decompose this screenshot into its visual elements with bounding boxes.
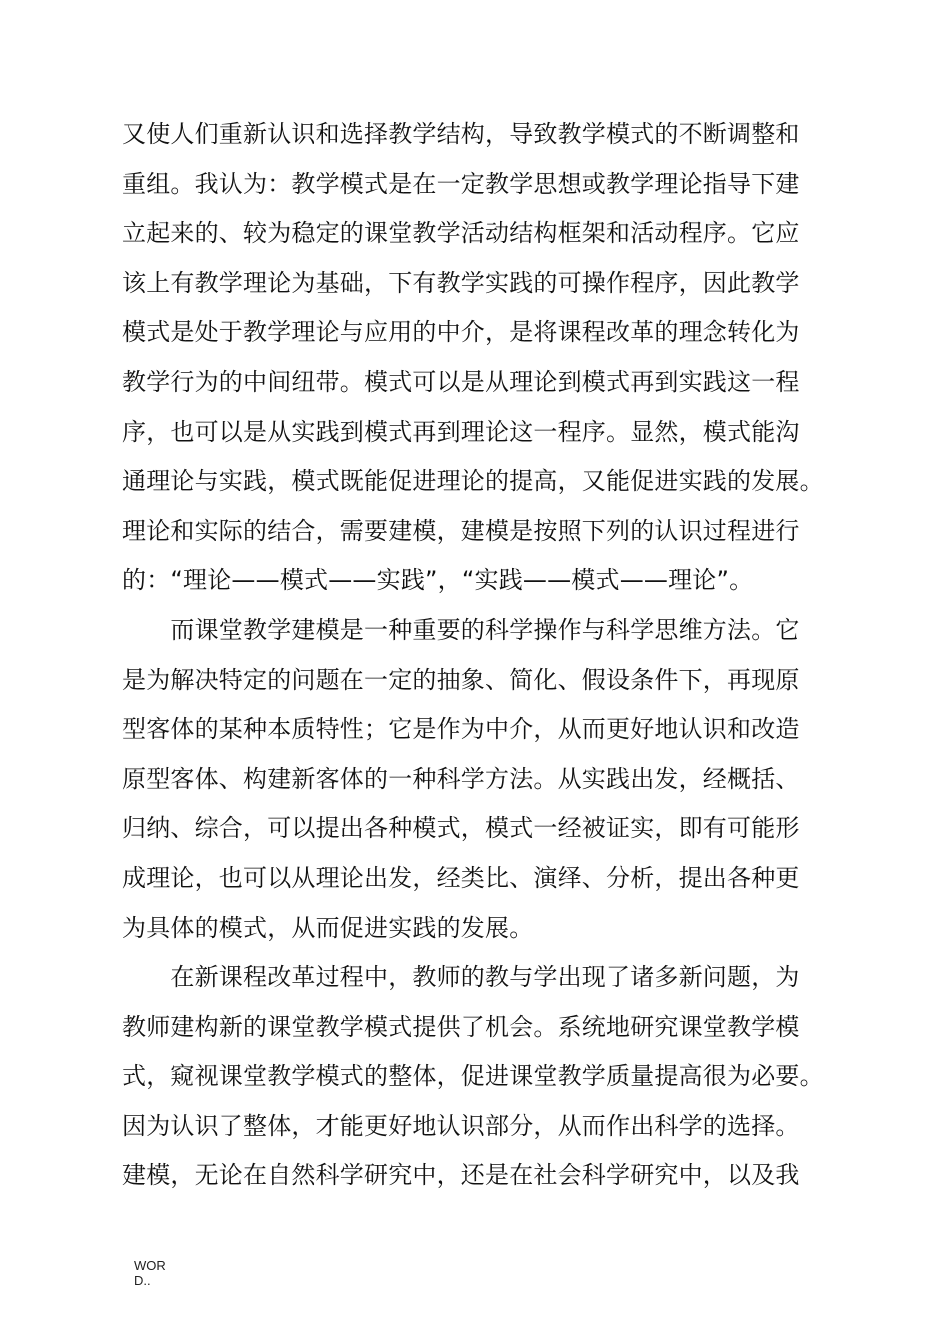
text-line: 式，窥视课堂教学模式的整体，促进课堂教学质量提高很为必要。 [122, 1062, 824, 1091]
text-line: 教学行为的中间纽带。模式可以是从理论到模式再到实践这一程 [122, 367, 800, 396]
text-line: 是为解决特定的问题在一定的抽象、简化、假设条件下，再现原 [122, 665, 800, 694]
text-line: 而课堂教学建模是一种重要的科学操作与科学思维方法。它 [122, 615, 800, 644]
text-line: 因为认识了整体，才能更好地认识部分，从而作出科学的选择。 [122, 1111, 800, 1140]
text-line: 型客体的某种本质特性；它是作为中介，从而更好地认识和改造 [122, 715, 800, 744]
text-line: 重组。我认为：教学模式是在一定教学思想或教学理论指导下建 [122, 169, 800, 198]
text-line: 建模，无论在自然科学研究中，还是在社会科学研究中，以及我 [122, 1161, 800, 1190]
text-line: 的：“理论——模式——实践”，“实践——模式——理论”。 [122, 566, 754, 595]
text-line: 序，也可以是从实践到模式再到理论这一程序。显然，模式能沟 [122, 417, 800, 446]
text-line: 在新课程改革过程中，教师的教与学出现了诸多新问题，为 [122, 963, 800, 992]
text-line: 原型客体、构建新客体的一种科学方法。从实践出发，经概括、 [122, 764, 800, 793]
text-line: 教师建构新的课堂教学模式提供了机会。系统地研究课堂教学模 [122, 1012, 800, 1041]
footer-line-1: WOR [134, 1258, 166, 1273]
text-line: 归纳、综合，可以提出各种模式，模式一经被证实，即有可能形 [122, 814, 800, 843]
text-line: 通理论与实践，模式既能促进理论的提高，又能促进实践的发展。 [122, 467, 824, 496]
footer-label [134, 1258, 194, 1288]
text-line: 成理论，也可以从理论出发，经类比、演绎、分析，提出各种更 [122, 863, 800, 892]
text-line: 模式是处于教学理论与应用的中介，是将课程改革的理念转化为 [122, 318, 800, 347]
text-line: 该上有教学理论为基础，下有教学实践的可操作程序，因此教学 [122, 268, 800, 297]
body-text [122, 110, 838, 1201]
text-line: 立起来的、较为稳定的课堂教学活动结构框架和活动程序。它应 [122, 219, 800, 248]
footer-line-2: D.. [134, 1273, 151, 1288]
text-line: 为具体的模式，从而促进实践的发展。 [122, 913, 534, 942]
text-line: 理论和实际的结合，需要建模，建模是按照下列的认识过程进行 [122, 516, 800, 545]
text-line: 又使人们重新认识和选择教学结构，导致教学模式的不断调整和 [122, 120, 800, 148]
